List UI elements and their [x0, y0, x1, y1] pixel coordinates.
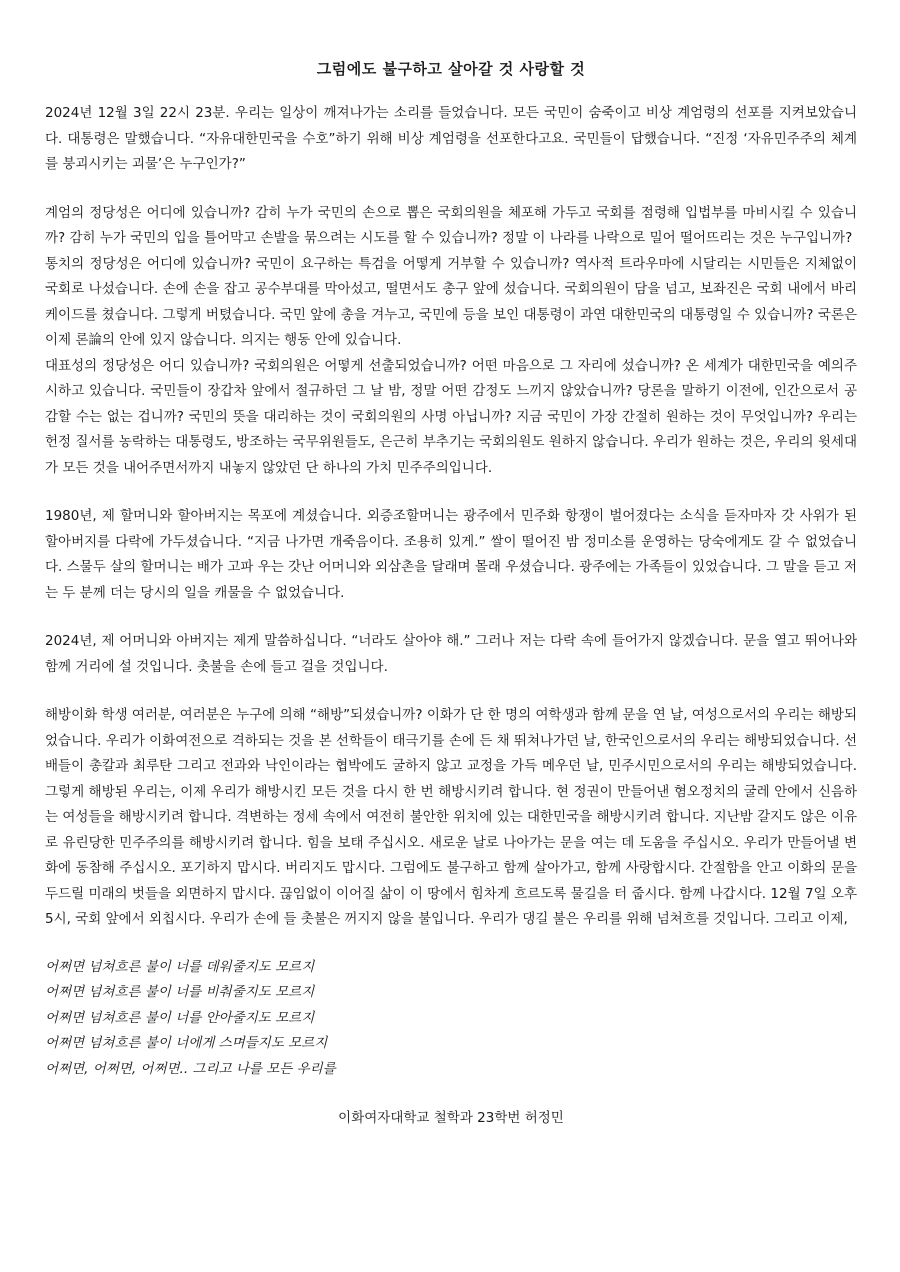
paragraph-6: 2024년, 제 어머니와 아버지는 제게 말씀하십니다. “너라도 살아야 해.” 그러나 저는 다락 속에 들어가지 않겠습니다. 문을 열고 뛰어나와 함께 거리에 설 것입니다. 촛불을 손에 들고 걸을 것입니다. — [45, 633, 857, 675]
paragraph-4: 대표성의 정당성은 어디 있습니까? 국회의원은 어떻게 선출되었습니까? 어떤 마음으로 그 자리에 섰습니까? 온 세계가 대한민국을 예의주시하고 있습니다. 국민들이 장갑차 앞에서 절규하던 그 날 밤, 정말 어떤 감정도 느끼지 않았습니까? 당론을 말하기 이전에, 인간으로서 공감할 수는 없는 겁니까? 국민의 뜻을 대리하는 것이 국회의원의 사명 아닙니까? 지금 국민이 가장 간절히 원하는 것이 무엇입니까? 우리는 헌정 질서를 농락하는 대통령도, 방조하는 국무위원들도, 은근히 부추기는 국회의원도 원하지 않습니다. 우리가 원하는 것은, 우리의 윗세대가 모든 것을 내어주면서까지 내놓지 않았던 단 하나의 가치 민주주의입니다. — [45, 357, 857, 476]
poem-line-5: 어쩌면, 어쩌면, 어쩌면.. 그리고 나를 모든 우리를 — [45, 1060, 336, 1077]
paragraph-gap — [45, 606, 857, 629]
paragraph-5: 1980년, 제 할머니와 할아버지는 목포에 계셨습니다. 외증조할머니는 광주에서 민주화 항쟁이 벌어졌다는 소식을 듣자마자 갓 사위가 된 할아버지를 다락에 가두셨습니다. “지금 나가면 개죽음이다. 조용히 있게.” 쌀이 떨어진 밤 정미소를 운영하는 당숙에게도 갈 수 없었습니다. 스물두 살의 할머니는 배가 고파 우는 갓난 어머니와 외삼촌을 달래며 몰래 우셨습니다. 광주에는 가족들이 있었습니다. 그 말을 듣고 저는 두 분께 더는 당시의 일을 캐물을 수 없었습니다. — [45, 508, 857, 601]
poem-line-3: 어쩌면 넘쳐흐른 불이 너를 안아줄지도 모르지 — [45, 1009, 315, 1026]
document-page — [45, 58, 857, 1126]
poem-line-4: 어쩌면 넘쳐흐른 불이 너에게 스며들지도 모르지 — [45, 1035, 328, 1051]
paragraph-1: 2024년 12월 3일 22시 23분. 우리는 일상이 깨져나가는 소리를 들었습니다. 모든 국민이 숨죽이고 비상 계엄령의 선포를 지켜보았습니다. 대통령은 말했습니다. “자유대한민국을 수호”하기 위해 비상 계엄령을 선포한다고요. 국민들이 답했습니다. “진정 ‘자유민주주의 체계를 붕괴시키는 괴물’은 누구인가?” — [45, 105, 857, 172]
paragraph-3: 통치의 정당성은 어디에 있습니까? 국민이 요구하는 특검을 어떻게 거부할 수 있습니까? 역사적 트라우마에 시달리는 시민들은 지체없이 국회로 나섰습니다. 손에 손을 잡고 공수부대를 막아섰고, 떨면서도 총구 앞에 섰습니다. 국회의원이 담을 넘고, 보좌진은 국회 내에서 바리케이드를 쳤습니다. 그렇게 버텼습니다. 국민 앞에 총을 겨누고, 국민에 등을 보인 대통령이 과연 대한민국의 대통령일 수 있습니까? 국론은 이제 론論의 안에 있지 않습니다. 의지는 행동 안에 있습니다. — [45, 255, 857, 348]
paragraph-gap — [45, 178, 857, 201]
paragraph-2: 계엄의 정당성은 어디에 있습니까? 감히 누가 국민의 손으로 뽑은 국회의원을 체포해 가두고 국회를 점령해 입법부를 마비시킬 수 있습니까? 감히 누가 국민의 입을 틀어막고 손발을 묶으려는 시도를 할 수 있습니까? 정말 이 나라를 나락으로 밀어 떨어뜨리는 것은 누구입니까? — [45, 204, 857, 246]
poem-line-2: 어쩌면 넘쳐흐른 불이 너를 비춰줄지도 모르지 — [45, 984, 315, 1000]
paragraph-gap — [45, 481, 857, 504]
document-title: 그럼에도 불구하고 살아갈 것 사랑할 것 — [316, 60, 586, 78]
paragraph-7: 해방이화 학생 여러분, 여러분은 누구에 의해 “해방”되셨습니까? 이화가 단 한 명의 여학생과 함께 문을 연 날, 여성으로서의 우리는 해방되었습니다. 우리가 이화여전으로 격하되는 것을 본 선학들이 태극기를 손에 든 채 뛰쳐나가던 날, 한국인으로서의 우리는 해방되었습니다. 선배들이 총칼과 최루탄 그리고 전과와 낙인이라는 협박에도 굴하지 않고 교정을 가득 메우던 날, 민주시민으로서의 우리는 해방되었습니다. 그렇게 해방된 우리는, 이제 우리가 해방시킨 모든 것을 다시 한 번 해방시키려 합니다. 현 정권이 만들어낸 혐오정치의 굴레 안에서 신음하는 여성들을 해방시키려 합니다. 격변하는 정세 속에서 여전히 불안한 위치에 있는 대한민국을 해방시키려 합니다. 지난밤 갈지도 않은 이유로 유린당한 민주주의를 해방시키려 합니다. 힘을 보태 주십시오. 새로운 날로 나아가는 문을 여는 데 도움을 주십시오. 우리가 만들어낼 변화에 동참해 주십시오. 포기하지 맙시다. 버리지도 맙시다. 그럼에도 불구하고 함께 살아가고, 함께 사랑합시다. 간절함을 안고 이화의 문을 두드릴 미래의 벗들을 외면하지 맙시다. 끊임없이 이어질 삶이 이 땅에서 힘차게 흐르도록 물길을 터 줍시다. 함께 나갑시다. 12월 7일 오후 5시, 국회 앞에서 외칩시다. 우리가 손에 들 촛불은 꺼지지 않을 불입니다. 우리가 댕길 불은 우리를 위해 넘쳐흐를 것입니다. 그리고 이제, — [45, 707, 857, 927]
author-signature: 이화여자대학교 철학과 23학번 허정민 — [338, 1110, 564, 1126]
paragraph-gap — [45, 680, 857, 703]
poem — [45, 955, 857, 1083]
poem-line-1: 어쩌면 넘쳐흐른 불이 너를 데워줄지도 모르지 — [45, 958, 315, 975]
